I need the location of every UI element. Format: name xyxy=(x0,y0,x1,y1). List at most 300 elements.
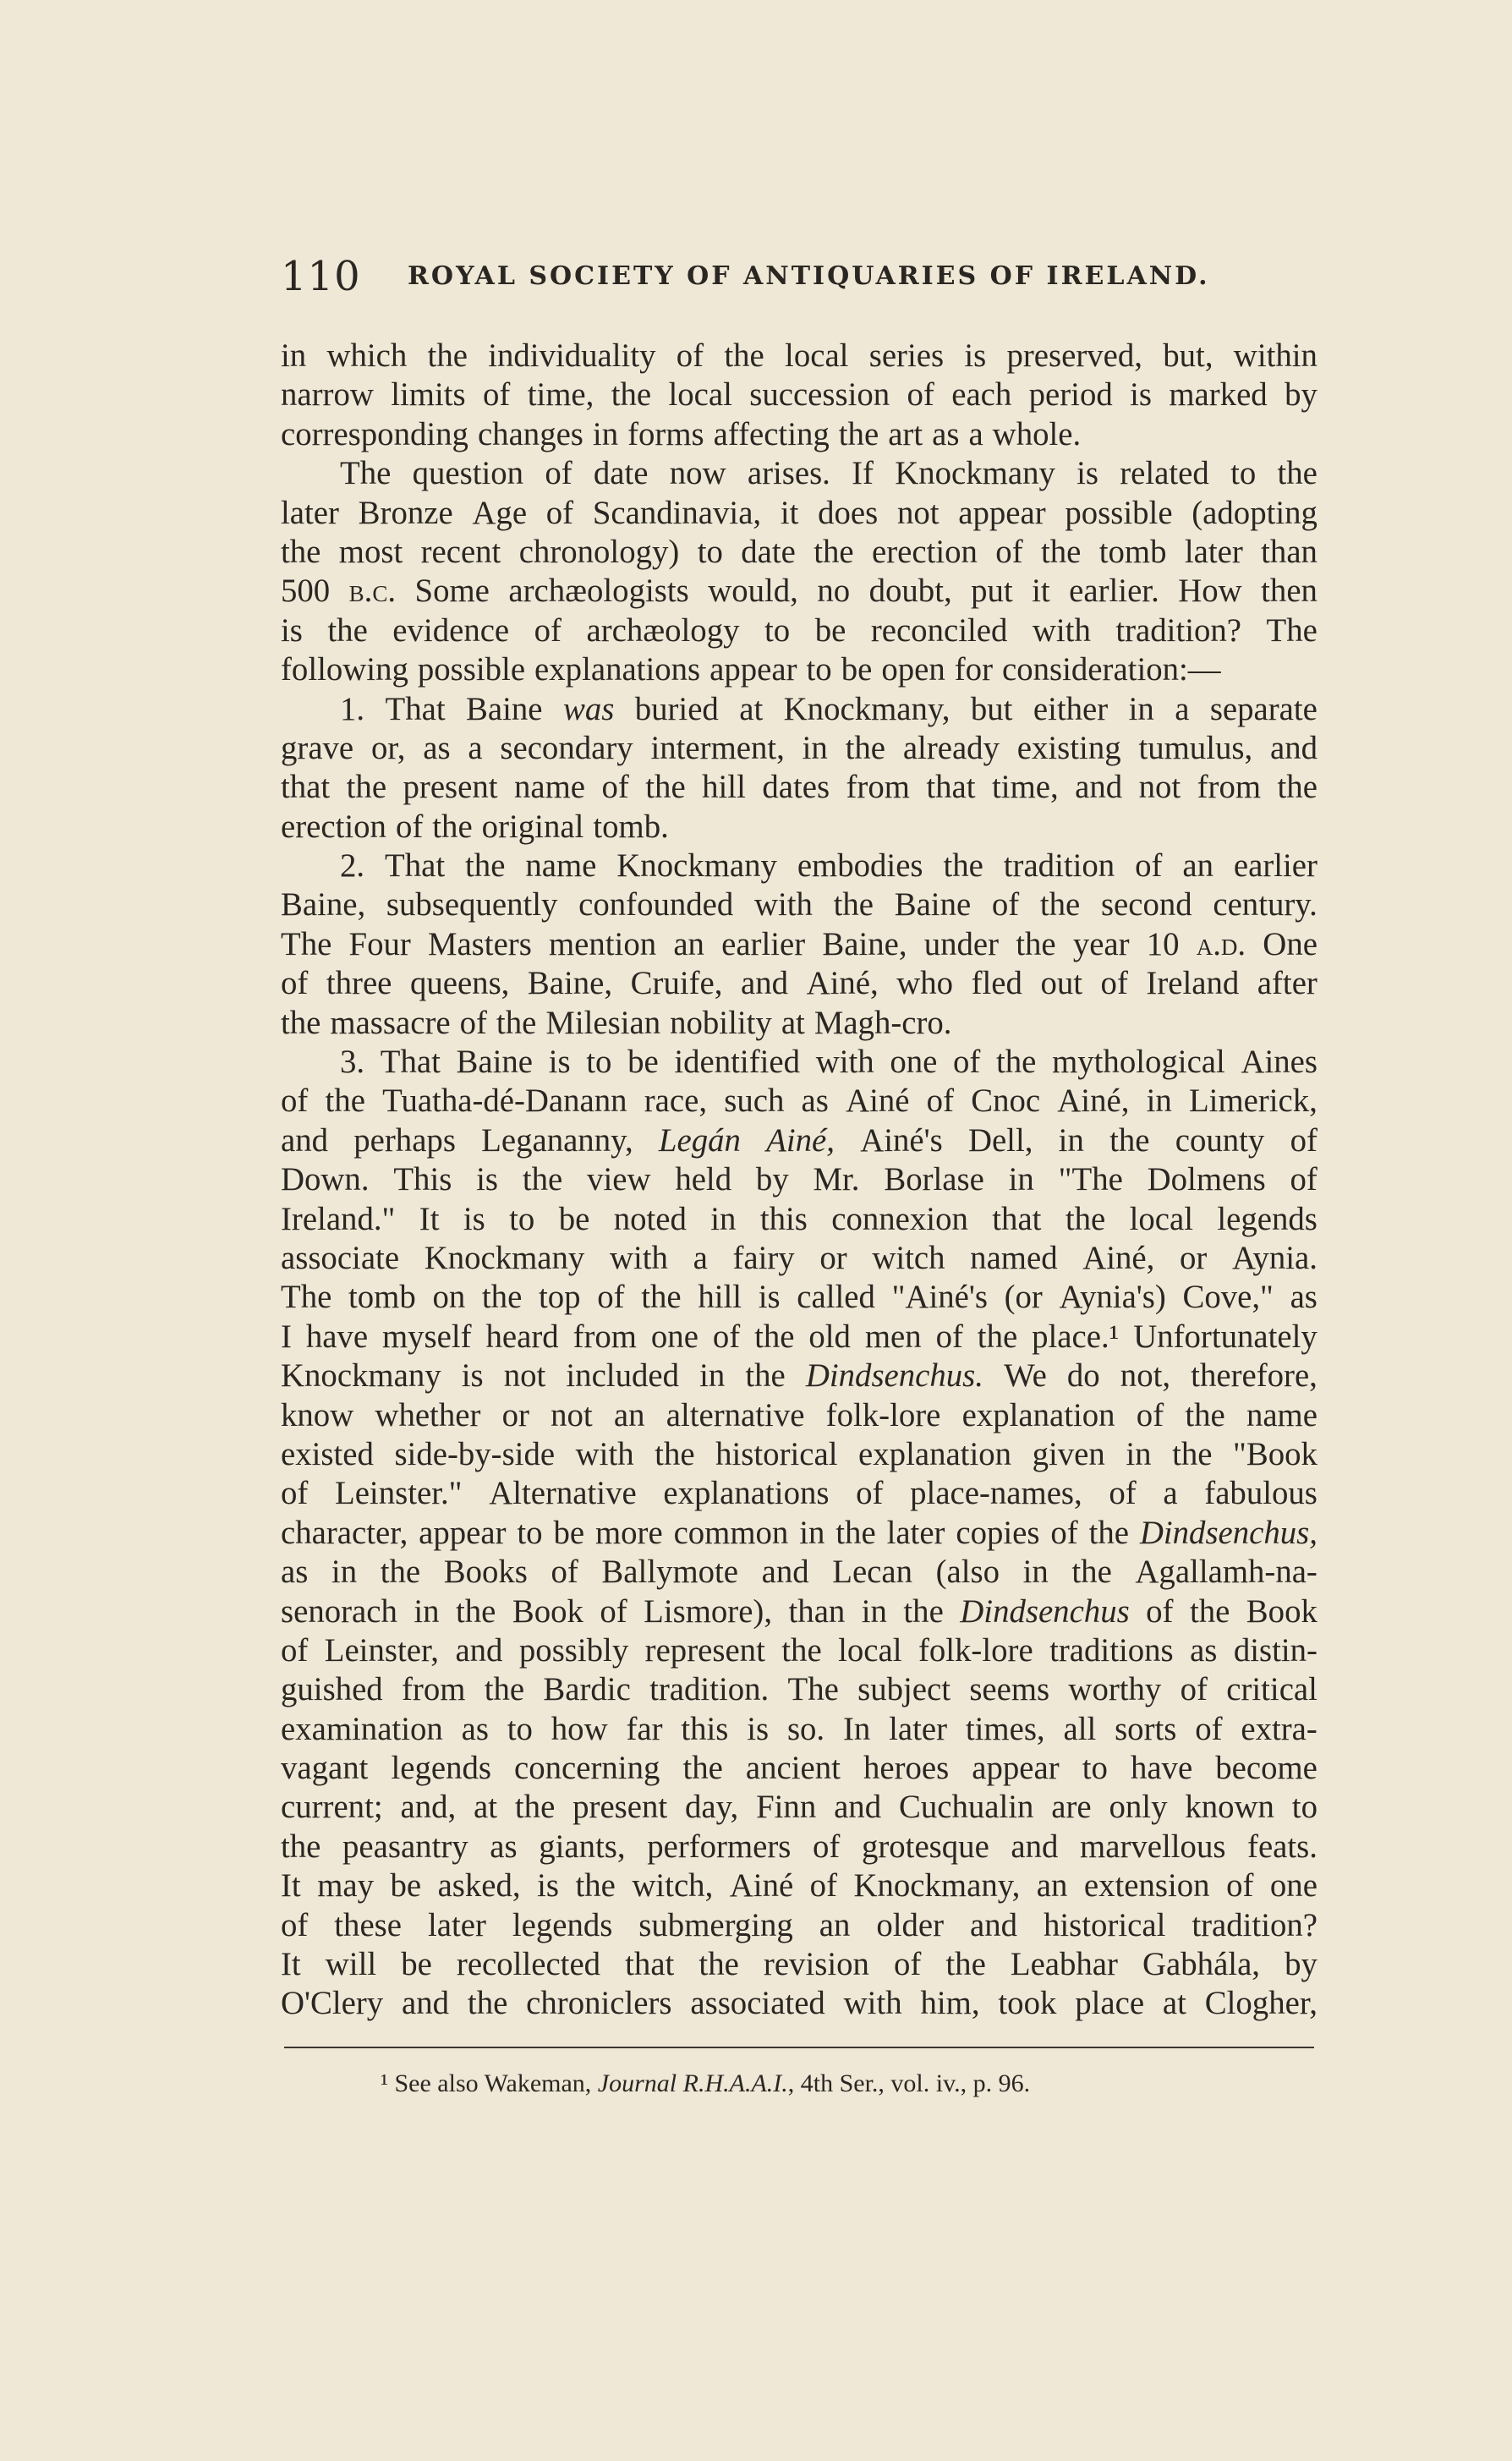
word: the xyxy=(1185,1396,1225,1433)
word: period xyxy=(1028,376,1113,414)
word: local xyxy=(1129,1200,1194,1237)
word: How xyxy=(1178,573,1242,610)
word: the xyxy=(1071,1554,1112,1591)
word: the xyxy=(522,1161,563,1198)
word: out xyxy=(1040,965,1083,1002)
running-head: ROYAL SOCIETY OF ANTIQUARIES OF IRELAND. xyxy=(408,261,1210,291)
word: connexion xyxy=(831,1200,968,1237)
word: of xyxy=(1226,1867,1254,1905)
word: with xyxy=(609,1239,668,1276)
word: in xyxy=(861,1592,887,1630)
word: marked xyxy=(1169,376,1268,414)
word: The xyxy=(1266,611,1318,649)
word: folk-lore xyxy=(825,1396,941,1433)
word: held xyxy=(675,1161,732,1198)
word: with xyxy=(815,1044,874,1081)
word: (also xyxy=(935,1554,1000,1591)
word: the xyxy=(814,533,854,570)
word: recollected xyxy=(456,1946,601,1983)
word: on xyxy=(432,1279,466,1316)
text-line xyxy=(281,1435,1318,1474)
word: heard xyxy=(485,1318,559,1355)
word: witch, xyxy=(632,1867,714,1905)
footnote: ¹ See also Wakeman, Journal R.H.A.A.I., 4th Ser., vol. iv., p. 96. xyxy=(381,2069,1031,2097)
word: of xyxy=(935,1318,963,1355)
word: tradition? xyxy=(1192,1906,1318,1943)
word: revision xyxy=(763,1946,869,1983)
word: appear xyxy=(972,1750,1060,1787)
text-line xyxy=(281,1984,1318,2023)
text-line xyxy=(281,847,1318,885)
word: Baine, xyxy=(822,925,907,962)
word: is xyxy=(463,1200,485,1237)
word: is xyxy=(964,337,987,374)
word: and xyxy=(455,1631,503,1669)
word: Knockmany xyxy=(616,847,777,885)
text-line xyxy=(281,454,1318,493)
word: with xyxy=(575,1435,634,1472)
word: not xyxy=(551,1396,593,1433)
word: this xyxy=(681,1710,729,1747)
word: Milesian xyxy=(545,1004,661,1041)
word: forms xyxy=(627,415,704,452)
word: later xyxy=(1184,533,1243,570)
word: and xyxy=(1011,1828,1059,1865)
text-line xyxy=(281,729,1318,768)
word: Ainé, xyxy=(766,1121,835,1159)
word: a xyxy=(693,1239,708,1276)
word: reconciled xyxy=(870,611,1008,649)
word: One xyxy=(1263,925,1318,962)
word: perhaps xyxy=(353,1121,456,1159)
text-line xyxy=(281,611,1318,650)
text-line xyxy=(281,1239,1318,1278)
word: to xyxy=(507,1710,533,1747)
word: Aynia. xyxy=(1231,1239,1318,1276)
word: Lecan xyxy=(832,1554,913,1591)
word: Mr. xyxy=(813,1161,860,1198)
word: confounded xyxy=(578,886,734,924)
word: be xyxy=(814,611,846,649)
text-line xyxy=(281,1357,1318,1395)
word: Ireland." xyxy=(281,1200,396,1237)
word: possibly xyxy=(518,1631,629,1669)
word: Bardic xyxy=(543,1671,631,1708)
word: of xyxy=(1290,1161,1318,1198)
word: vagant xyxy=(281,1750,369,1787)
word: fabulous xyxy=(1204,1475,1318,1512)
word: Baine, xyxy=(281,886,366,924)
text-line xyxy=(281,808,1318,847)
word: at xyxy=(781,1004,805,1041)
word: possible xyxy=(417,651,526,688)
word: Tuatha-dé-Danann xyxy=(382,1083,627,1120)
word: It xyxy=(281,1946,301,1983)
word: The xyxy=(340,455,392,492)
word: only xyxy=(1109,1789,1168,1826)
word: the xyxy=(754,1318,795,1355)
word: in xyxy=(699,1357,726,1395)
word: as xyxy=(932,415,960,452)
word: the xyxy=(467,1985,508,2022)
word: not xyxy=(503,1357,546,1395)
word: dates xyxy=(762,769,830,806)
word: Knockmany xyxy=(895,455,1055,492)
word: the xyxy=(1039,886,1081,924)
text-line xyxy=(281,337,1318,375)
word: historical xyxy=(1043,1906,1166,1943)
word: tumulus, xyxy=(1138,729,1253,766)
word: Gabhála, xyxy=(1142,1946,1260,1983)
word: name xyxy=(525,847,597,885)
word: of xyxy=(600,1592,627,1630)
word: b.c. xyxy=(348,573,397,610)
word: copies xyxy=(956,1514,1040,1551)
word: included xyxy=(566,1357,679,1395)
word: character, xyxy=(281,1514,408,1551)
word: is xyxy=(758,1279,781,1316)
word: Cove," xyxy=(1182,1279,1274,1316)
word: original xyxy=(481,808,584,845)
word: succession xyxy=(749,376,890,414)
word: will xyxy=(325,1946,377,1983)
word: present xyxy=(572,1789,668,1826)
word: of xyxy=(926,1083,954,1120)
word: and xyxy=(1269,729,1318,766)
word: men xyxy=(864,1318,922,1355)
text-line xyxy=(281,572,1318,611)
word: from xyxy=(1197,769,1262,806)
word: the xyxy=(977,1318,1018,1355)
word: art xyxy=(888,415,923,452)
word: be xyxy=(558,1200,590,1237)
word: view xyxy=(587,1161,651,1198)
word: the xyxy=(903,1592,944,1630)
word: to xyxy=(806,651,832,688)
word: as xyxy=(1290,1279,1318,1316)
word: of xyxy=(1100,965,1128,1002)
word: Ainé's xyxy=(860,1121,943,1159)
text-line xyxy=(281,1749,1318,1788)
word: Leinster, xyxy=(324,1631,440,1669)
word: Ballymote xyxy=(601,1554,739,1591)
word: than xyxy=(1261,533,1318,570)
word: in xyxy=(592,415,619,452)
word: the xyxy=(514,1789,556,1826)
word: or xyxy=(501,1396,529,1433)
word: to xyxy=(586,1044,612,1081)
word: as xyxy=(461,1710,489,1747)
word: ancient xyxy=(745,1750,841,1787)
word: We xyxy=(1004,1357,1047,1395)
word: all xyxy=(1063,1710,1097,1747)
word: Knockmany, xyxy=(853,1867,1021,1905)
word: who xyxy=(896,965,954,1002)
word: existed xyxy=(281,1435,374,1472)
word: Baine xyxy=(456,1044,534,1081)
word: examination xyxy=(281,1710,443,1747)
word: Ainé xyxy=(846,1083,910,1120)
word: feats. xyxy=(1247,1828,1318,1865)
word: at xyxy=(1162,1985,1186,2022)
word: doubt, xyxy=(868,573,952,610)
word: explanation xyxy=(858,1435,1012,1472)
word: the xyxy=(641,1279,682,1316)
word: related xyxy=(1120,455,1209,492)
word: but, xyxy=(1163,337,1213,374)
word: Agallamh-na- xyxy=(1135,1554,1318,1591)
word: tomb xyxy=(1098,533,1167,570)
word: one xyxy=(1269,1867,1318,1905)
word: three xyxy=(326,965,392,1002)
word: of xyxy=(712,1318,741,1355)
word: in xyxy=(414,1592,440,1630)
word: Leinster." xyxy=(335,1475,463,1512)
text-line xyxy=(281,1121,1318,1160)
word: times, xyxy=(965,1710,1045,1747)
word: to xyxy=(1230,455,1257,492)
word: The xyxy=(281,1279,332,1316)
word: question xyxy=(412,455,524,492)
text-line xyxy=(281,1866,1318,1905)
word: is xyxy=(476,1161,499,1198)
word: of xyxy=(991,886,1020,924)
word: know xyxy=(281,1396,354,1433)
word: for xyxy=(954,651,994,688)
word: (or xyxy=(1004,1279,1043,1316)
word: the xyxy=(724,337,764,374)
word: of xyxy=(459,1004,487,1041)
word: the xyxy=(484,1671,525,1708)
word: the xyxy=(996,1044,1037,1081)
word: that xyxy=(625,1946,675,1983)
word: is xyxy=(548,1044,571,1081)
word: of xyxy=(953,1044,981,1081)
word: mythological xyxy=(1052,1044,1225,1081)
word: therefore, xyxy=(1191,1357,1318,1395)
word: such xyxy=(724,1083,785,1120)
word: the xyxy=(745,1357,786,1395)
word: then xyxy=(1261,573,1318,610)
word: That xyxy=(385,690,446,727)
word: now xyxy=(669,455,726,492)
word: tradition xyxy=(1003,847,1115,885)
word: century. xyxy=(1213,886,1318,924)
word: the xyxy=(1016,925,1056,962)
word: Dell, xyxy=(967,1121,1033,1159)
word: of xyxy=(856,1475,884,1512)
word: (adopting xyxy=(1192,494,1318,531)
word: a xyxy=(968,415,983,452)
word: of xyxy=(281,1475,309,1512)
word: after xyxy=(1257,965,1318,1002)
word: the xyxy=(427,337,468,374)
word: subject xyxy=(857,1671,951,1708)
text-line xyxy=(281,1553,1318,1592)
word: would, xyxy=(708,573,798,610)
word: called xyxy=(797,1279,875,1316)
word: peasantry xyxy=(342,1828,468,1865)
word: with xyxy=(843,1985,902,2022)
word: the xyxy=(380,1554,421,1591)
text-line xyxy=(281,768,1318,807)
word: Knockmany xyxy=(281,1357,441,1395)
word: O'Clery xyxy=(281,1985,384,2022)
word: identified xyxy=(674,1044,801,1081)
word: the xyxy=(945,1946,986,1983)
word: associated xyxy=(690,1985,825,2022)
word: the xyxy=(481,1279,523,1316)
word: in xyxy=(331,1554,358,1591)
word: associate xyxy=(281,1239,400,1276)
text-line xyxy=(281,1945,1318,1984)
body-text xyxy=(281,337,1318,2024)
word: a.d. xyxy=(1196,925,1246,962)
word: an xyxy=(613,1396,645,1433)
word: represent xyxy=(644,1631,765,1669)
word: date xyxy=(741,533,796,570)
word: Unfortunately xyxy=(1133,1318,1318,1355)
word: Finn xyxy=(756,1789,817,1826)
word: whether xyxy=(375,1396,481,1433)
word: That xyxy=(380,1044,441,1081)
word: Cnoc xyxy=(971,1083,1041,1120)
word: of xyxy=(893,1946,922,1983)
word: top xyxy=(538,1279,581,1316)
word: worthy xyxy=(1068,1671,1162,1708)
text-line xyxy=(281,964,1318,1003)
word: evidence xyxy=(392,611,510,649)
text-line xyxy=(281,1906,1318,1945)
word: local xyxy=(785,337,849,374)
word: Scandinavia, xyxy=(592,494,762,531)
word: time, xyxy=(992,769,1059,806)
word: Dolmens xyxy=(1147,1161,1266,1198)
word: as xyxy=(423,729,451,766)
word: a xyxy=(1175,690,1190,727)
text-line xyxy=(281,1788,1318,1827)
word: This xyxy=(393,1161,452,1198)
word: Magh-cro. xyxy=(814,1004,952,1041)
word: recent xyxy=(420,533,501,570)
word: the xyxy=(281,1004,321,1041)
word: witch xyxy=(872,1239,945,1276)
word: local xyxy=(668,376,732,414)
word: Dindsenchus, xyxy=(1139,1514,1318,1551)
word: is xyxy=(747,1710,770,1747)
word: chroniclers xyxy=(526,1985,672,2022)
word: current; xyxy=(281,1789,383,1826)
word: and xyxy=(281,1121,329,1159)
word: of xyxy=(676,337,704,374)
word: of xyxy=(995,533,1023,570)
word: and xyxy=(1075,769,1123,806)
word: possible xyxy=(1065,494,1173,531)
word: Legán xyxy=(658,1121,741,1159)
word: the xyxy=(1040,533,1082,570)
word: race, xyxy=(644,1083,708,1120)
word: the xyxy=(781,1631,822,1669)
text-line xyxy=(281,1278,1318,1317)
word: later xyxy=(886,1514,945,1551)
word: Ainé, xyxy=(806,965,879,1002)
page-number: 110 xyxy=(281,253,361,300)
word: Borlase xyxy=(884,1161,984,1198)
word: of xyxy=(1290,1121,1318,1159)
word: open xyxy=(881,651,945,688)
word: Knockmany xyxy=(424,1239,585,1276)
word: by xyxy=(1285,1946,1318,1983)
word: seems xyxy=(969,1671,1050,1708)
text-line xyxy=(281,650,1318,689)
word: Masters xyxy=(427,925,532,962)
word: grave xyxy=(281,729,354,766)
word: erection xyxy=(281,808,386,845)
word: historical xyxy=(715,1435,838,1472)
word: chronology) xyxy=(518,533,680,570)
word: already xyxy=(902,729,1000,766)
word: as xyxy=(490,1828,518,1865)
word: either xyxy=(1033,690,1109,727)
text-line xyxy=(281,533,1318,572)
word: appear xyxy=(709,651,797,688)
word: existing xyxy=(1016,729,1121,766)
word: in xyxy=(1126,1435,1152,1472)
word: Alternative xyxy=(489,1475,637,1512)
word: become xyxy=(1215,1750,1318,1787)
word: Ainé xyxy=(729,1867,794,1905)
word: so. xyxy=(786,1710,825,1747)
word: of xyxy=(281,1631,309,1669)
text-line xyxy=(281,1514,1318,1553)
word: submerging xyxy=(638,1906,793,1943)
word: more xyxy=(594,1514,663,1551)
word: and xyxy=(741,965,789,1002)
word: of xyxy=(1180,1671,1208,1708)
word: far xyxy=(626,1710,663,1747)
word: embodies xyxy=(797,847,923,885)
word: series xyxy=(868,337,945,374)
word: Baine xyxy=(466,690,543,727)
word: in xyxy=(281,337,307,374)
word: be xyxy=(841,651,873,688)
word: most xyxy=(338,533,403,570)
word: distin- xyxy=(1233,1631,1318,1669)
word: is xyxy=(461,1357,484,1395)
word: It xyxy=(419,1200,440,1237)
word: to xyxy=(697,533,723,570)
word: it xyxy=(1032,573,1050,610)
word: in xyxy=(710,1200,737,1237)
word: year xyxy=(1072,925,1130,962)
word: that xyxy=(926,769,976,806)
word: appear xyxy=(958,494,1046,531)
word: "Book xyxy=(1233,1435,1318,1472)
word: The xyxy=(281,925,332,962)
word: of xyxy=(545,455,572,492)
word: earlier xyxy=(1233,847,1318,885)
word: in xyxy=(1022,1554,1049,1591)
text-line xyxy=(281,1043,1318,1082)
word: Limerick, xyxy=(1188,1083,1318,1120)
word: "Ainé's xyxy=(891,1279,988,1316)
word: critical xyxy=(1226,1671,1318,1708)
word: an xyxy=(1036,1867,1068,1905)
word: fairy xyxy=(732,1239,795,1276)
word: mention xyxy=(548,925,657,962)
word: 1. xyxy=(340,690,365,727)
word: to xyxy=(509,1200,535,1237)
